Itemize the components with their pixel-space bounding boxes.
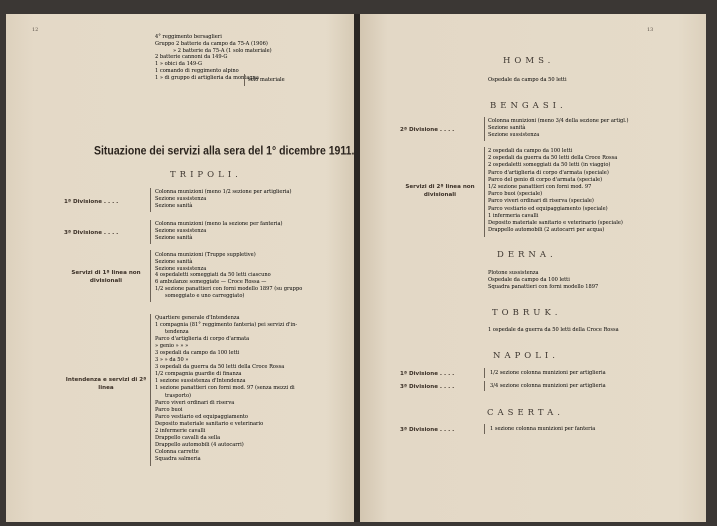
top-bracket-note: solo materiale: [248, 77, 285, 83]
section-rule: [484, 368, 485, 378]
section-rule: [150, 314, 151, 466]
section-line: 6 ambulanze someggiate — Croce Rossa —: [155, 279, 267, 286]
section-line: Colonna munizioni (meno la sezione per fanteria): [155, 221, 283, 227]
section-lines: [155, 315, 297, 463]
section-rule: [484, 381, 485, 391]
section-line: tendenza: [165, 329, 189, 336]
section-line: 1/2 sezione panattieri con forni mod. 97: [488, 184, 592, 191]
section-line: 3 ospedali da guerra da 50 letti della Croce Rossa: [155, 364, 285, 371]
section-line: Deposito materiale sanitario e veterinario: [155, 420, 264, 427]
section-line: Parco vestiario ed equipaggiamento (speciale): [488, 205, 608, 212]
section-label: Servizi di 2ª linea non divisionali: [405, 184, 475, 198]
top-line: 1 » obici da 149-G: [155, 61, 203, 68]
section-line: Parco d'artiglieria di corpo d'armata: [155, 336, 250, 343]
section-line: Parco del genio di corpo d'armata (speciale): [488, 176, 603, 183]
section-lines: [490, 370, 606, 377]
section-line: Ospedale da campo da 50 letti: [488, 77, 567, 83]
city-heading-tripoli: TRIPOLI.: [170, 170, 242, 180]
section-line: 3 ospedali da campo da 100 letti: [155, 350, 240, 357]
section-line: 1 compagnia (81° reggimento fanteria) pei servizi d'in-: [155, 322, 298, 329]
section-rule: [484, 147, 485, 237]
section-line: trasporto): [165, 392, 191, 399]
page-number-left: 12: [32, 27, 39, 33]
city-heading-bengasi: BENGASI.: [490, 101, 567, 111]
section-line: Sezione sanità: [155, 202, 193, 209]
section-line: Quartiere generale d'Intendenza: [155, 315, 240, 321]
section-line: Sezione sussistenza: [155, 227, 207, 234]
section-line: 1 ospedale da guerra da 50 letti della Croce Rossa: [488, 327, 619, 333]
section-line: Squadra panattieri con forni modello 1897: [488, 283, 599, 290]
section-lines: [155, 252, 302, 300]
section-line: 1 infermeria cavalli: [488, 212, 539, 219]
section-line: Parco buoi: [155, 406, 183, 413]
section-line: Deposito materiale sanitario e veterinario (speciale): [488, 220, 623, 227]
section-line: 1 sezione sussistenza d'Intendenza: [155, 378, 246, 385]
section-line: Drappello automobili (2 autocarri per acqua): [488, 227, 605, 234]
city-heading-derna: DERNA.: [497, 250, 557, 260]
section-line: Drappello automobili (4 autocarri): [155, 441, 244, 448]
top-line: Gruppo 2 batterie da campo da 75-A (1906): [155, 40, 268, 47]
city-heading-napoli: NAPOLI.: [493, 351, 559, 361]
section-line: 1 sezione panattieri con forni mod. 97 (senza mezzi di: [155, 385, 295, 392]
city-heading-caserta: CASERTA.: [487, 408, 564, 418]
section-lines: [490, 383, 606, 390]
section-line: Colonna carrette: [155, 448, 199, 455]
section-line: Sezione sanità: [488, 124, 526, 131]
section-line: 2 ospedali da campo da 100 letti: [488, 148, 573, 154]
right-page: [360, 14, 706, 522]
section-line: » genio » » »: [155, 343, 189, 350]
section-line: Plotone sussistenza: [488, 270, 539, 276]
top-line: 2 batterie cannoni da 149-G: [155, 54, 228, 61]
section-rule: [150, 220, 151, 244]
section-line: Parco viveri ordinari di riserva (speciale): [488, 198, 594, 205]
page-title: Situazione dei servizi alla sera del 1° dicembre 1911.: [94, 144, 355, 158]
section-label: 3ª Divisione . . . .: [64, 230, 119, 236]
section-line: Colonna munizioni (meno 1/2 sezione per artiglieria): [155, 189, 292, 195]
section-line: 1/2 sezione colonna munizioni per artiglieria: [490, 370, 606, 376]
section-lines: [488, 118, 629, 138]
section-line: someggiato e uno carreggiato): [165, 292, 245, 299]
city-heading-homs: HOMS.: [503, 56, 555, 66]
section-line: 4 ospedaletti someggiati da 50 letti ciascuno: [155, 272, 271, 279]
page-number-right: 13: [647, 27, 654, 33]
derna-lines: [488, 270, 598, 290]
section-line: Ospedale da campo da 100 letti: [488, 276, 570, 283]
section-label: 1ª Divisione . . . .: [64, 199, 119, 205]
section-label: 2ª Divisione . . . .: [400, 127, 455, 133]
section-line: Parco vestiario ed equipaggiamento: [155, 413, 248, 420]
section-lines: [490, 426, 595, 433]
section-rule: [150, 250, 151, 302]
top-bracket: [244, 74, 245, 86]
section-rule: [484, 117, 485, 141]
section-label: 3ª Divisione . . . .: [400, 384, 455, 390]
section-lines: [488, 148, 623, 234]
section-line: 2 infermerie cavalli: [155, 427, 206, 434]
section-line: 1/2 sezione panattieri con forni modello 1897 (su gruppo: [155, 285, 303, 292]
city-heading-tobruk: TOBRUK.: [492, 308, 562, 318]
section-line: Sezione sussistenza: [488, 131, 540, 138]
section-rule: [150, 188, 151, 212]
section-line: Sezione sussistenza: [155, 265, 207, 272]
section-line: 1 sezione colonna munizioni per fanteria: [490, 426, 596, 432]
top-line: 4° reggimento bersaglieri: [155, 34, 222, 40]
section-line: Squadra salmeria: [155, 455, 201, 462]
section-line: 2 ospedali da guerra da 50 letti della Croce Rossa: [488, 155, 618, 162]
section-line: 2 ospedaletti someggiati da 50 letti (in viaggio): [488, 162, 611, 169]
section-line: Parco d'artiglieria di corpo d'armata (speciale): [488, 169, 609, 176]
section-line: Parco buoi (speciale): [488, 191, 543, 198]
top-block: [155, 34, 272, 82]
section-line: Sezione sanità: [155, 234, 193, 241]
section-lines: [155, 221, 283, 241]
section-label: Servizi di 1ª linea non divisionali: [71, 270, 141, 284]
section-line: Drappello cavalli da sella: [155, 434, 221, 441]
top-line: 1 comando di reggimento alpino: [155, 67, 239, 74]
section-line: Colonna munizioni (Truppe suppletive): [155, 252, 256, 258]
section-lines: [155, 189, 291, 209]
section-line: Colonna munizioni (meno 3/4 della sezione per artigl.): [488, 118, 629, 124]
homs-lines: [488, 77, 567, 84]
section-line: 3 » » da 50 »: [155, 357, 189, 364]
section-line: 3/4 sezione colonna munizioni per artiglieria: [490, 383, 606, 389]
top-line: 1 » di gruppo di artiglieria da montagna: [155, 74, 259, 81]
section-line: 1/2 compagnia guardie di finanza: [155, 371, 242, 378]
section-label: 1ª Divisione . . . .: [400, 371, 455, 377]
section-line: Sezione sanità: [155, 258, 193, 265]
section-line: Parco viveri ordinari di riserva: [155, 399, 235, 406]
section-rule: [484, 424, 485, 434]
top-line: » 2 batterie da 75-A (1 solo materiale): [173, 47, 272, 54]
section-line: Sezione sussistenza: [155, 195, 207, 202]
tobruk-lines: [488, 327, 619, 334]
section-label: Intendenza e servizi di 2ª linea: [65, 377, 147, 391]
section-label: 3ª Divisione . . . .: [400, 427, 455, 433]
